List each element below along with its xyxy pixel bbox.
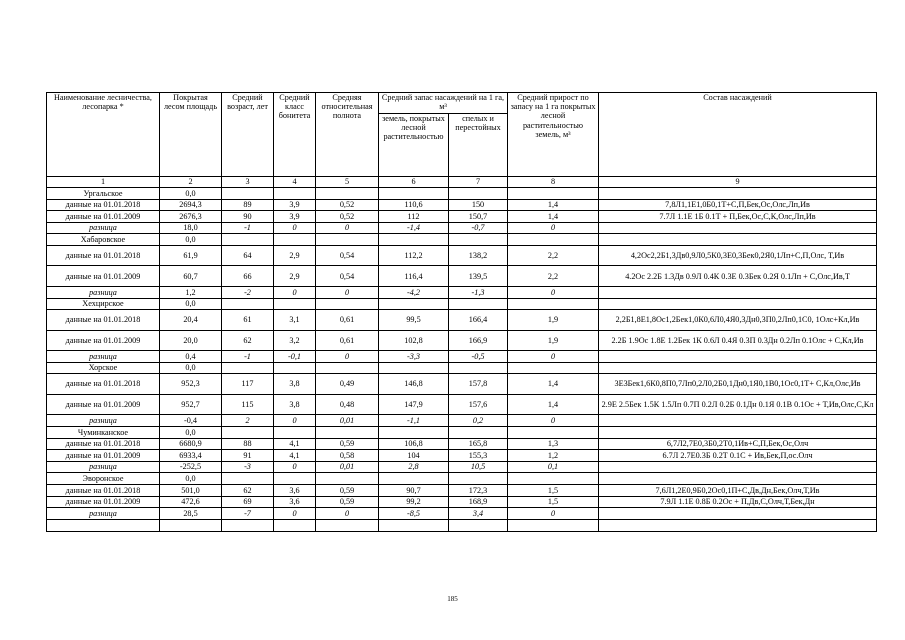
cell-composition: 7,6Л1,2Е0,9Б0,2Ос0,1П+С,Дв,Дн,Бек,Олч,Т,Ив <box>599 484 877 496</box>
table-row-data <box>47 484 877 496</box>
cell-bonitet: 4,1 <box>274 438 316 450</box>
table-row-data <box>47 266 877 287</box>
cell-stock-mature: 3,4 <box>449 508 508 520</box>
col-number: 1 <box>47 177 160 188</box>
cell-bonitet: 0 <box>274 415 316 427</box>
cell-stock-mature: 168,9 <box>449 496 508 508</box>
cell-age: 115 <box>222 394 274 415</box>
row-label: данные на 01.01.2009 <box>47 450 160 462</box>
cell-stock-mature: 139,5 <box>449 266 508 287</box>
cell-area: 6680,9 <box>160 438 222 450</box>
cell-stock-mature: 155,3 <box>449 450 508 462</box>
row-label: данные на 01.01.2009 <box>47 496 160 508</box>
table-row-section <box>47 362 877 374</box>
table-cell <box>599 188 877 200</box>
cell-growth: 2,2 <box>508 266 599 287</box>
table-cell <box>222 188 274 200</box>
cell-composition <box>599 508 877 520</box>
cell-age: 89 <box>222 199 274 211</box>
cell-density: 0,49 <box>316 374 379 395</box>
row-label: разница <box>47 415 160 427</box>
cell-composition: 2.2Б 1.9Ос 1.8Е 1.2Бек 1К 0.6Л 0.4Я 0.3П 0.3Дн 0.2Лп 0.1Олс + С,Кл,Ив <box>599 330 877 351</box>
table-cell <box>508 234 599 246</box>
cell-stock-mature: -0,5 <box>449 351 508 363</box>
table-cell <box>508 188 599 200</box>
table-row-difference <box>47 351 877 363</box>
cell-composition: 4,2Ос2,2Б1,3Дв0,9Л0,5К0,3Е0,3Бек0,2Я0,1Лп+С,П,Олс, Т,Ив <box>599 245 877 266</box>
table-cell <box>274 426 316 438</box>
col-number: 9 <box>599 177 877 188</box>
table-row-difference <box>47 415 877 427</box>
table-row-section <box>47 298 877 310</box>
cell-age: 64 <box>222 245 274 266</box>
forestry-name: Ургальское <box>47 188 160 200</box>
header-density: Средняя относительная полнота <box>316 93 379 177</box>
cell-composition <box>599 286 877 298</box>
table-cell <box>47 519 160 531</box>
table-cell <box>508 362 599 374</box>
col-number: 4 <box>274 177 316 188</box>
table-header <box>47 93 877 177</box>
cell-bonitet: 3,8 <box>274 374 316 395</box>
cell-age: 88 <box>222 438 274 450</box>
table-row-data <box>47 199 877 211</box>
table-cell <box>316 234 379 246</box>
table-cell <box>379 473 449 485</box>
table-row-difference <box>47 508 877 520</box>
cell-stock-forest: -8,5 <box>379 508 449 520</box>
cell-stock-forest: 99,2 <box>379 496 449 508</box>
header-stock-forest: земель, покрытых лесной растительностью <box>379 114 449 177</box>
table-row-section <box>47 473 877 485</box>
table-cell <box>316 188 379 200</box>
cell-bonitet: 3,6 <box>274 484 316 496</box>
cell-density: 0,61 <box>316 330 379 351</box>
cell-stock-forest: 116,4 <box>379 266 449 287</box>
cell-growth: 1,5 <box>508 484 599 496</box>
cell-growth: 1,2 <box>508 450 599 462</box>
header-area: Покрытая лесом площадь <box>160 93 222 177</box>
table-cell <box>599 426 877 438</box>
forestry-name: Чуминканское <box>47 426 160 438</box>
cell-stock-mature: -1,3 <box>449 286 508 298</box>
cell-bonitet: 3,9 <box>274 211 316 223</box>
table-cell <box>379 362 449 374</box>
table-cell <box>274 298 316 310</box>
cell-stock-mature: 150,7 <box>449 211 508 223</box>
cell-density: 0,59 <box>316 496 379 508</box>
header-stock-mature: спелых и перестойных <box>449 114 508 177</box>
table-cell <box>449 426 508 438</box>
col-number: 8 <box>508 177 599 188</box>
forestry-name: Хехцирское <box>47 298 160 310</box>
cell-stock-forest: -4,2 <box>379 286 449 298</box>
forestry-name: Хабаровское <box>47 234 160 246</box>
cell-stock-forest: 146,8 <box>379 374 449 395</box>
cell-stock-mature: 150 <box>449 199 508 211</box>
row-label: данные на 01.01.2009 <box>47 330 160 351</box>
cell-bonitet: 3,1 <box>274 310 316 331</box>
cell-density: 0,61 <box>316 310 379 331</box>
row-label: данные на 01.01.2018 <box>47 484 160 496</box>
cell-density: 0 <box>316 351 379 363</box>
cell-density: 0,54 <box>316 245 379 266</box>
table-row-difference <box>47 461 877 473</box>
row-label: данные на 01.01.2018 <box>47 438 160 450</box>
cell-area: 0,0 <box>160 298 222 310</box>
table-cell <box>508 426 599 438</box>
cell-area: 0,0 <box>160 234 222 246</box>
cell-growth: 0 <box>508 508 599 520</box>
cell-stock-forest: 104 <box>379 450 449 462</box>
cell-bonitet: 3,6 <box>274 496 316 508</box>
table-row-data <box>47 374 877 395</box>
cell-age: 117 <box>222 374 274 395</box>
forest-stands-table <box>46 92 877 532</box>
table-cell <box>160 519 222 531</box>
cell-growth: 1,4 <box>508 211 599 223</box>
table-cell <box>316 426 379 438</box>
cell-bonitet: 3,9 <box>274 199 316 211</box>
cell-growth: 0 <box>508 415 599 427</box>
cell-density: 0,48 <box>316 394 379 415</box>
cell-area: 0,0 <box>160 362 222 374</box>
table-row-data <box>47 394 877 415</box>
cell-stock-mature: 138,2 <box>449 245 508 266</box>
cell-bonitet: 0 <box>274 461 316 473</box>
table-cell <box>599 473 877 485</box>
row-label: разница <box>47 461 160 473</box>
cell-area: 2676,3 <box>160 211 222 223</box>
cell-stock-mature: -0,7 <box>449 222 508 234</box>
cell-age: 69 <box>222 496 274 508</box>
cell-stock-mature: 165,8 <box>449 438 508 450</box>
cell-growth: 1,5 <box>508 496 599 508</box>
table-cell <box>274 188 316 200</box>
cell-stock-forest: 99,5 <box>379 310 449 331</box>
table-cell <box>599 298 877 310</box>
cell-stock-mature: 0,2 <box>449 415 508 427</box>
table-cell <box>599 234 877 246</box>
table-row-data <box>47 245 877 266</box>
table-row-data <box>47 310 877 331</box>
cell-area: 2694,3 <box>160 199 222 211</box>
cell-composition: 7.9Л 1.1Е 0.8Б 0.2Ос + П,Дв,С,Олч,Т,Бек,Дн <box>599 496 877 508</box>
cell-density: 0,52 <box>316 211 379 223</box>
table-cell <box>222 473 274 485</box>
table-cell <box>449 473 508 485</box>
cell-stock-forest: 110,6 <box>379 199 449 211</box>
cell-age: 62 <box>222 484 274 496</box>
header-growth: Средний прирост по запасу на 1 га покрытых лесной растительностью земель, м³ <box>508 93 599 177</box>
cell-age: -7 <box>222 508 274 520</box>
table-cell <box>379 188 449 200</box>
cell-composition: 7,8Л1,1Е1,0Б0,1Т+С,П,Бек,Ос,Олс,Лп,Ив <box>599 199 877 211</box>
cell-composition <box>599 415 877 427</box>
cell-age: 90 <box>222 211 274 223</box>
table-cell <box>449 234 508 246</box>
cell-bonitet: 3,8 <box>274 394 316 415</box>
table-cell <box>449 188 508 200</box>
cell-density: 0,58 <box>316 450 379 462</box>
col-number: 2 <box>160 177 222 188</box>
cell-stock-mature: 166,4 <box>449 310 508 331</box>
cell-bonitet: -0,1 <box>274 351 316 363</box>
cell-stock-mature: 166,9 <box>449 330 508 351</box>
cell-area: -0,4 <box>160 415 222 427</box>
cell-area: 60,7 <box>160 266 222 287</box>
cell-age: -1 <box>222 222 274 234</box>
cell-composition <box>599 351 877 363</box>
row-label: данные на 01.01.2018 <box>47 245 160 266</box>
cell-age: -3 <box>222 461 274 473</box>
col-number: 7 <box>449 177 508 188</box>
cell-area: 18,0 <box>160 222 222 234</box>
cell-age: 61 <box>222 310 274 331</box>
cell-stock-forest: -3,3 <box>379 351 449 363</box>
header-name: Наименование лесничества, лесопарка * <box>47 93 160 177</box>
table-row-data <box>47 211 877 223</box>
table-cell <box>316 298 379 310</box>
cell-composition: 2.9Е 2.5Бек 1.5К 1.5Лп 0.7П 0.2Л 0.2Б 0.1Дн 0.1Я 0.1В 0.1Ос + Т,Ив,Олс,С,Кл <box>599 394 877 415</box>
col-number: 3 <box>222 177 274 188</box>
forestry-name: Эворонское <box>47 473 160 485</box>
table-row-section <box>47 426 877 438</box>
table-cell <box>222 298 274 310</box>
table-row-data <box>47 450 877 462</box>
table-cell <box>508 298 599 310</box>
table-cell <box>379 234 449 246</box>
cell-area: 61,9 <box>160 245 222 266</box>
row-label: данные на 01.01.2018 <box>47 310 160 331</box>
cell-density: 0,01 <box>316 415 379 427</box>
header-age: Средний возраст, лет <box>222 93 274 177</box>
cell-composition: 4.2Ос 2.2Б 1.3Дв 0.9Л 0.4К 0.3Е 0.3Бек 0.2Я 0.1Лп + С,Олс,Ив,Т <box>599 266 877 287</box>
table-cell <box>449 362 508 374</box>
cell-growth: 1,9 <box>508 330 599 351</box>
cell-area: 6933,4 <box>160 450 222 462</box>
cell-growth: 1,4 <box>508 199 599 211</box>
cell-stock-forest: -1,1 <box>379 415 449 427</box>
cell-bonitet: 2,9 <box>274 245 316 266</box>
cell-age: 66 <box>222 266 274 287</box>
cell-composition: 7.7Л 1.1Е 1Б 0.1Т + П,Бек,Ос,С,К,Олс,Лп,Ив <box>599 211 877 223</box>
table-cell <box>274 234 316 246</box>
table-cell <box>508 473 599 485</box>
row-label: разница <box>47 222 160 234</box>
row-label: данные на 01.01.2009 <box>47 211 160 223</box>
row-label: данные на 01.01.2018 <box>47 199 160 211</box>
cell-composition <box>599 222 877 234</box>
cell-growth: 0 <box>508 351 599 363</box>
cell-bonitet: 3,2 <box>274 330 316 351</box>
table-cell <box>222 362 274 374</box>
cell-composition: 6.7Л 2.7Е0.3Б 0.2Т 0.1С + Ив,Бек,П,ос.Олч <box>599 450 877 462</box>
cell-area: 472,6 <box>160 496 222 508</box>
cell-bonitet: 0 <box>274 286 316 298</box>
forestry-name: Хорское <box>47 362 160 374</box>
table-cell <box>379 298 449 310</box>
table-cell <box>274 519 316 531</box>
cell-area: 0,0 <box>160 473 222 485</box>
cell-age: 91 <box>222 450 274 462</box>
col-number: 5 <box>316 177 379 188</box>
cell-growth: 1,4 <box>508 394 599 415</box>
cell-density: 0 <box>316 222 379 234</box>
cell-area: 0,0 <box>160 426 222 438</box>
cell-stock-forest: 90,7 <box>379 484 449 496</box>
cell-area: 20,0 <box>160 330 222 351</box>
cell-density: 0,59 <box>316 438 379 450</box>
row-label: данные на 01.01.2009 <box>47 394 160 415</box>
cell-density: 0,52 <box>316 199 379 211</box>
cell-density: 0,01 <box>316 461 379 473</box>
cell-area: 952,3 <box>160 374 222 395</box>
table-row-empty <box>47 519 877 531</box>
cell-growth: 1,9 <box>508 310 599 331</box>
cell-area: 20,4 <box>160 310 222 331</box>
header-bonitet: Средний класс бонитета <box>274 93 316 177</box>
cell-area: 0,0 <box>160 188 222 200</box>
row-label: разница <box>47 508 160 520</box>
header-composition: Состав насаждений <box>599 93 877 177</box>
cell-stock-mature: 172,3 <box>449 484 508 496</box>
cell-stock-forest: -1,4 <box>379 222 449 234</box>
row-label: данные на 01.01.2018 <box>47 374 160 395</box>
cell-bonitet: 4,1 <box>274 450 316 462</box>
cell-growth: 0 <box>508 286 599 298</box>
col-number: 6 <box>379 177 449 188</box>
cell-stock-forest: 147,9 <box>379 394 449 415</box>
table-cell <box>379 519 449 531</box>
table-cell <box>508 519 599 531</box>
table-cell <box>379 426 449 438</box>
cell-age: -2 <box>222 286 274 298</box>
table-cell <box>222 519 274 531</box>
cell-bonitet: 0 <box>274 222 316 234</box>
cell-density: 0 <box>316 508 379 520</box>
cell-area: -252,5 <box>160 461 222 473</box>
cell-stock-forest: 102,8 <box>379 330 449 351</box>
cell-area: 952,7 <box>160 394 222 415</box>
cell-density: 0 <box>316 286 379 298</box>
header-stock-group: Средний запас насаждений на 1 га, м³ <box>379 93 508 114</box>
cell-stock-forest: 112 <box>379 211 449 223</box>
table-row-data <box>47 438 877 450</box>
cell-stock-mature: 157,8 <box>449 374 508 395</box>
row-label: разница <box>47 351 160 363</box>
table-cell <box>599 362 877 374</box>
cell-stock-forest: 112,2 <box>379 245 449 266</box>
table-cell <box>316 519 379 531</box>
table-row-section <box>47 188 877 200</box>
cell-stock-mature: 157,6 <box>449 394 508 415</box>
table-cell <box>316 473 379 485</box>
cell-age: 2 <box>222 415 274 427</box>
table-body <box>47 177 877 532</box>
cell-composition: 3Е3Бек1,6К0,8П0,7Лп0,2Л0,2Б0,1Дн0,1Я0,1В0,1Ос0,1Т+ С,Кл,Олс,Ив <box>599 374 877 395</box>
cell-composition: 6,7Л2,7Е0,3Б0,2Т0,1Ив+С,П,Бек,Ос,Олч <box>599 438 877 450</box>
cell-density: 0,54 <box>316 266 379 287</box>
table-row-section <box>47 234 877 246</box>
cell-stock-forest: 2,8 <box>379 461 449 473</box>
cell-area: 28,5 <box>160 508 222 520</box>
table-cell <box>449 298 508 310</box>
cell-bonitet: 0 <box>274 508 316 520</box>
table-cell <box>222 234 274 246</box>
table-cell <box>599 519 877 531</box>
page-number: 185 <box>447 595 458 603</box>
cell-growth: 1,4 <box>508 374 599 395</box>
cell-stock-mature: 10,5 <box>449 461 508 473</box>
cell-bonitet: 2,9 <box>274 266 316 287</box>
table-cell <box>274 362 316 374</box>
row-label: данные на 01.01.2009 <box>47 266 160 287</box>
table-row-difference <box>47 286 877 298</box>
cell-area: 0,4 <box>160 351 222 363</box>
cell-composition: 2,2Б1,8Е1,8Ос1,2Бек1,0К0,6Л0,4Я0,3Дн0,3П0,2Лп0,1С0, 1Олс+Кл,Ив <box>599 310 877 331</box>
row-label: разница <box>47 286 160 298</box>
table-row-difference <box>47 222 877 234</box>
table-cell <box>222 426 274 438</box>
table-row-data <box>47 496 877 508</box>
cell-area: 1,2 <box>160 286 222 298</box>
cell-growth: 1,3 <box>508 438 599 450</box>
cell-density: 0,59 <box>316 484 379 496</box>
table-row-data <box>47 330 877 351</box>
cell-age: -1 <box>222 351 274 363</box>
table-cell <box>449 519 508 531</box>
table-cell <box>316 362 379 374</box>
cell-growth: 0 <box>508 222 599 234</box>
cell-composition <box>599 461 877 473</box>
cell-growth: 0,1 <box>508 461 599 473</box>
cell-area: 501,0 <box>160 484 222 496</box>
column-numbers-row <box>47 177 877 188</box>
table-cell <box>274 473 316 485</box>
cell-stock-forest: 106,8 <box>379 438 449 450</box>
cell-growth: 2,2 <box>508 245 599 266</box>
cell-age: 62 <box>222 330 274 351</box>
